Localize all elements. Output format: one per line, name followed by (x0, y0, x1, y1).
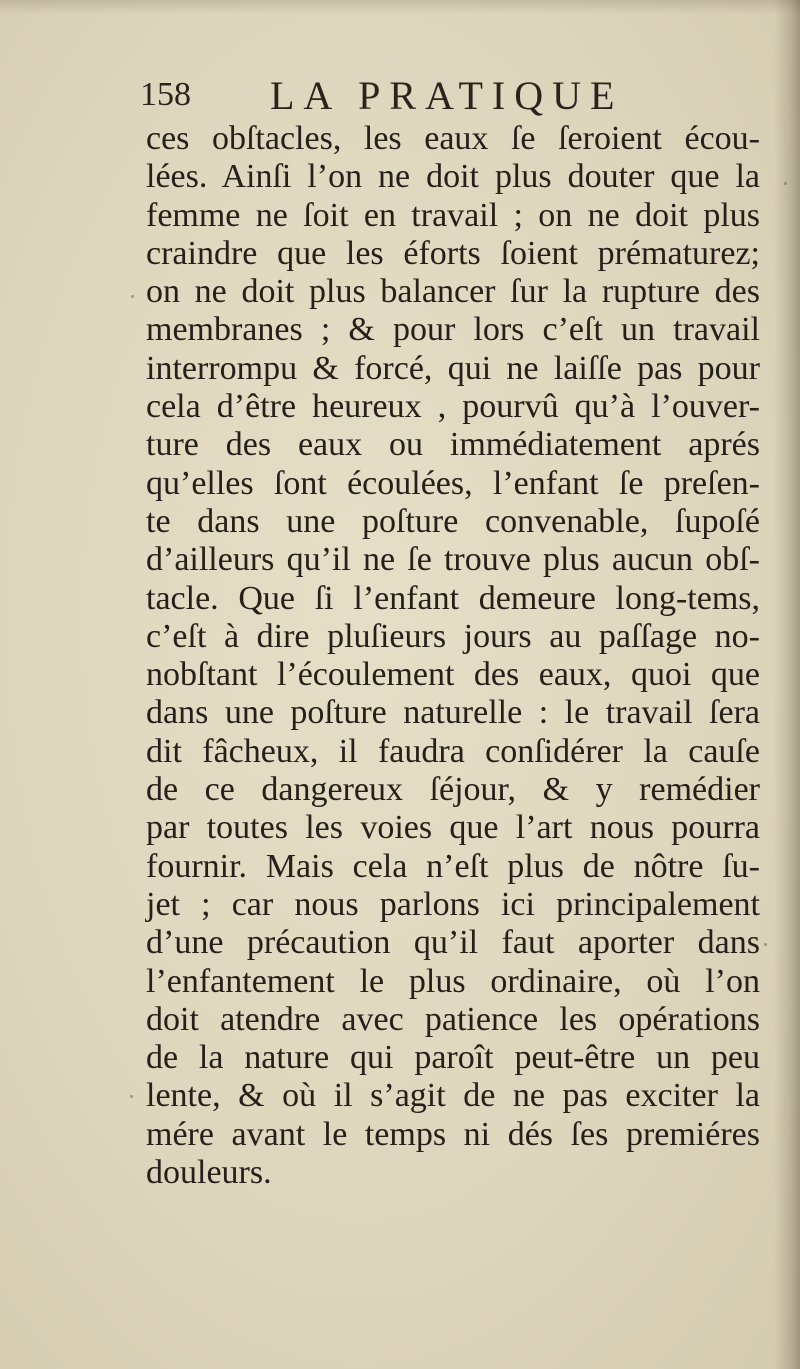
text-line: c’eſt à dire pluſieurs jours au paſſage no- (146, 617, 760, 655)
text-line: douleurs. (146, 1154, 272, 1192)
text-line: membranes ; & pour lors c’eſt un travail (146, 311, 760, 349)
text-line: on ne doit plus balancer ſur la rupture des (146, 273, 760, 311)
text-line: lées. Ainſi l’on ne doit plus douter que la (146, 158, 760, 196)
text-line: dans une poſture naturelle : le travail ſera (146, 694, 760, 732)
text-line: mére avant le temps ni dés ſes premiéres (146, 1115, 760, 1153)
text-line: ces obſtacles, les eaux ſe ſeroient écou- (146, 120, 760, 157)
paper-speck (131, 295, 134, 298)
text-line: ture des eaux ou immédiatement aprés (146, 426, 760, 464)
text-line: l’enfantement le plus ordinaire, où l’on (146, 962, 760, 1000)
text-line: craindre que les éforts ſoient prématurez; (146, 234, 760, 272)
text-line: fournir. Mais cela n’eſt plus de nôtre ſu- (146, 847, 760, 885)
text-line: de ce dangereux ſéjour, & y remédier (146, 771, 760, 809)
page-header (140, 72, 700, 122)
page-top-edge (0, 0, 800, 14)
text-line: d’ailleurs qu’il ne ſe trouve plus aucun obſ- (146, 541, 760, 579)
text-line: jet ; car nous parlons ici principalement (146, 885, 760, 923)
body-text (146, 120, 760, 1192)
text-line: de la nature qui paroît peut-être un peu (146, 1039, 760, 1077)
text-line: qu’elles ſont écoulées, l’enfant ſe preſen- (146, 464, 760, 502)
page-number: 158 (140, 76, 191, 113)
text-line: d’une précaution qu’il faut aporter dans (146, 924, 760, 962)
text-line: tacle. Que ſi l’enfant demeure long-tems, (146, 579, 760, 617)
text-line: interrompu & forcé, qui ne laiſſe pas pour (146, 349, 760, 387)
running-head: LA PRATIQUE (270, 73, 624, 118)
text-line: femme ne ſoit en travail ; on ne doit plus (146, 196, 760, 234)
text-line: doit atendre avec patience les opérations (146, 1000, 760, 1038)
paper-speck (764, 943, 767, 946)
text-line: lente, & où il s’agit de ne pas exciter la (146, 1077, 760, 1115)
paper-speck (130, 1095, 133, 1098)
text-line: te dans une poſture convenable, ſupoſé (146, 502, 760, 540)
paper-speck (784, 182, 787, 185)
text-line: dit fâcheux, il faudra conſidérer la cauſe (146, 732, 760, 770)
text-line: par toutes les voies que l’art nous pourra (146, 809, 760, 847)
text-line: cela d’être heureux , pourvû qu’à l’ouver- (146, 388, 760, 426)
binding-gutter-shadow (774, 0, 800, 1369)
text-line: nobſtant l’écoulement des eaux, quoi que (146, 656, 760, 694)
